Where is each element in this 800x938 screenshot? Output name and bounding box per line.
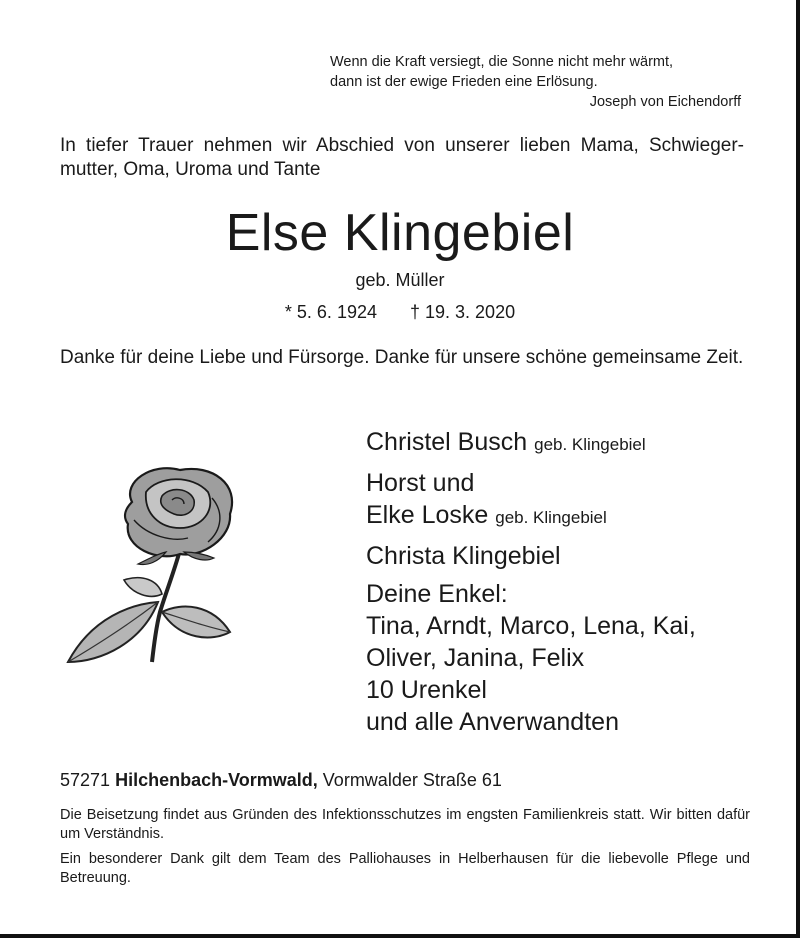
rose-icon xyxy=(62,462,262,674)
closing-notes xyxy=(60,806,750,894)
quote-line-2: dann ist der ewige Frieden eine Erlösung. xyxy=(330,74,598,90)
funeral-note: Die Beisetzung findet aus Gründen des Infektionsschutzes im engsten Familienkreis statt. Wir bitten dafür um Verständnis. xyxy=(60,807,750,842)
grandchildren-heading: Deine Enkel: xyxy=(366,580,508,608)
mourner-2 xyxy=(366,499,786,534)
family-list xyxy=(366,426,786,738)
life-dates xyxy=(0,300,800,324)
thanks-text: Danke für deine Liebe und Fürsorge. Danke für unsere schöne gemeinsame Zeit. xyxy=(60,347,744,368)
mourner-2-maiden: geb. Klingebiel xyxy=(495,508,607,527)
mourner-1 xyxy=(366,426,786,461)
birth-date: * 5. 6. 1924 xyxy=(284,302,377,322)
address-street: Vormwalder Straße 61 xyxy=(322,770,502,790)
intro-text: In tiefer Trauer nehmen wir Abschied von unserer lieben Mama, Schwieger-mutter, Oma, Uroma und Tante xyxy=(60,135,744,180)
address-zip: 57271 xyxy=(60,770,111,790)
relatives: und alle Anverwandten xyxy=(366,708,619,736)
grandchildren-line-2: Oliver, Janina, Felix xyxy=(366,644,585,672)
death-date: † 19. 3. 2020 xyxy=(410,302,516,322)
great-grandchildren: 10 Urenkel xyxy=(366,676,487,704)
address-line xyxy=(60,768,760,792)
deceased-maiden-name: geb. Müller xyxy=(355,270,445,290)
quote-block xyxy=(330,52,741,112)
quote-author: Joseph von Eichendorff xyxy=(589,94,741,110)
address-town: Hilchenbach-Vormwald, xyxy=(115,770,318,790)
gratitude-note: Ein besonderer Dank gilt dem Team des Palliohauses in Helberhausen für die liebevolle Pflege und Betreuung. xyxy=(60,851,750,886)
mourner-3-name: Christa Klingebiel xyxy=(366,542,561,570)
grandchildren-line-1: Tina, Arndt, Marco, Lena, Kai, xyxy=(366,612,696,640)
mourner-2-name: Elke Loske xyxy=(366,501,489,529)
deceased-name: Else Klingebiel xyxy=(225,204,575,262)
mourner-1-name: Christel Busch xyxy=(366,428,528,456)
mourner-2-line1: Horst und xyxy=(366,469,475,497)
quote-line-1: Wenn die Kraft versiegt, die Sonne nicht mehr wärmt, xyxy=(330,54,674,70)
mourner-1-maiden: geb. Klingebiel xyxy=(534,435,646,454)
